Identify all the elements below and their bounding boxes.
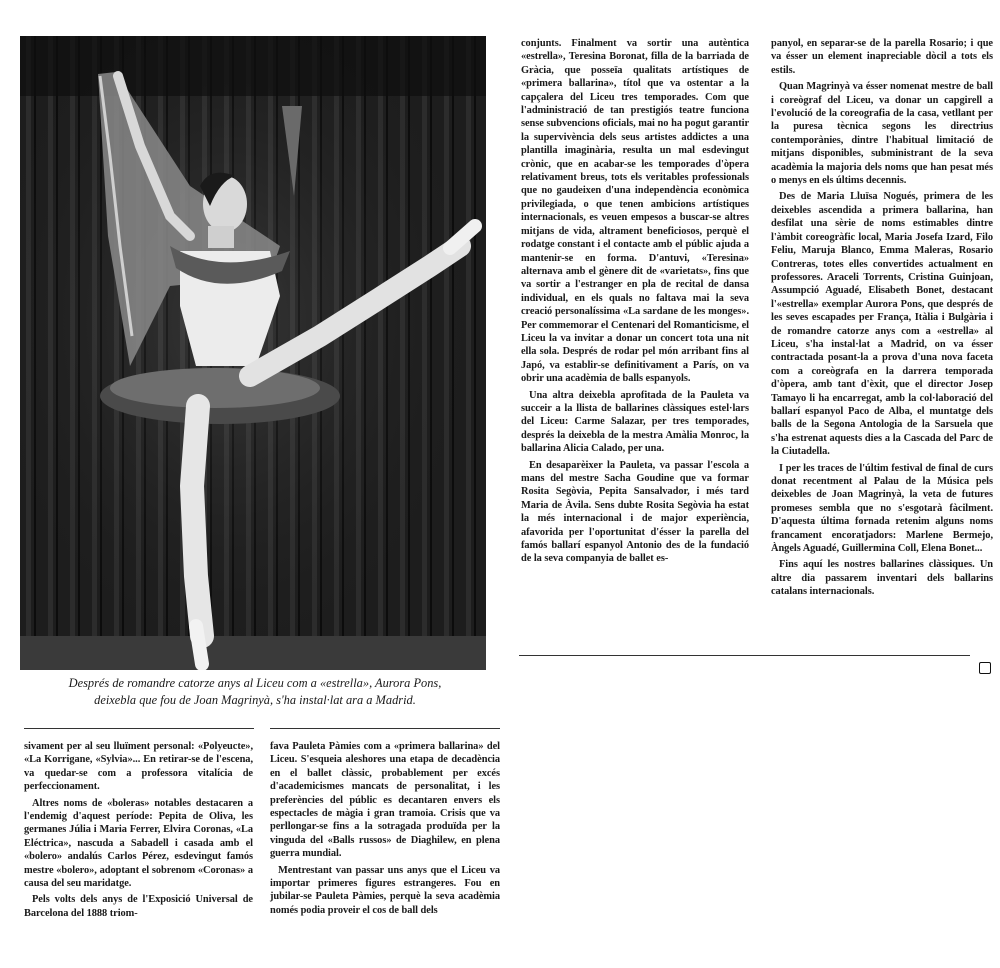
paragraph: Pels volts dels anys de l'Exposició Universal de Barcelona del 1888 triom- xyxy=(24,894,253,919)
paragraph: I per les traces de l'últim festival de final de curs donat recentment al Palau de la Música pels deixebles de Joan Magrinyà, la veta de futures promeses sembla que no s'esgotarà fàcilment. D'aquesta última fornada retenim alguns noms francament encoratjadors: Marlene Bermejo, Àngels Aguadé, Guillermina Coll, Elena Bonet... xyxy=(771,462,993,555)
caption-line-1: Després de romandre catorze anys al Liceu com a «estrella», Aurora Pons, xyxy=(68,676,442,690)
paragraph: En desaparèixer la Pauleta, va passar l'escola a mans del mestre Sacha Goudine que va formar Rosita Segòvia, Pepita Sansalvador, i més tard Maria de Àvila. Sens dubte Rosita Segòvia ha estat la més internacional i de major experiència, afavorida per l'oportunitat d'ésser la parella del famós ballarí espanyol Antonio des de la fundació de la seva companyia de ballet es- xyxy=(521,459,749,565)
divider-rule xyxy=(519,655,789,656)
paragraph: Quan Magrinyà va ésser nomenat mestre de ball i coreògraf del Liceu, va donar un capgirell a l'evolució de la coreografia de la casa, vetllant per la puresa tècnica segons les directrius contemporànies, dintre l'habitual limitació de mitjans disponibles, subministrant de la seva acadèmia la majoria dels noms que han pesat més o menys en els últims decennis. xyxy=(771,81,993,187)
photo-caption xyxy=(20,675,490,709)
paragraph: Altres noms de «boleras» notables destacaren a l'endemig d'aquest període: Pepita de Oliva, les germanes Júlia i Maria Ferrer, Elvira Coronas, «La Eléctrica», nascuda a Sabadell i casada amb el «bolero» andalús Carlos Pérez, esdevingut famós mestre «bolero», adoptant el sobrenom «Coronas» a causa del seu maridatge. xyxy=(24,797,253,890)
paragraph: Des de Maria Lluïsa Nogués, primera de les deixebles ascendida a primera ballarina, han desfilat una sèrie de noms estimables dintre l'àmbit coreogràfic local, Maria Josefa Izard, Filo Feliu, Maruja Blanco, Emma Maleras, Rosario Contreras, totes elles convertides actualment en professores. Araceli Torrents, Cristina Guinjoan, Assumpció Aguadé, Elisabeth Bonet, destacant l'«estrella» exemplar Aurora Pons, que després de les seves escapades per França, Itàlia i Bulgària i de romandre catorze anys com a «estrella» al Liceu, s'ha instal·lat a Madrid, on va ésser contractada posant-la a prova d'una nova faceta com a coreògrafa en la darrera temporada d'òpera, amb tant d'èxit, que el director Josep Tamayo li ha encarregat, amb la col·laboració del ballarí espanyol Paco de Alba, el muntatge dels balls de la Segona Antologia de la Sarsuela que s'ha estrenat aquests dies a la Cascada del Parc de la Ciutadella. xyxy=(771,191,993,458)
ballerina-illustration xyxy=(20,36,486,670)
article-column-2 xyxy=(771,37,993,599)
caption-line-2: deixebla que fou de Joan Magrinyà, s'ha instal·lat ara a Madrid. xyxy=(94,693,416,707)
paragraph: Mentrestant van passar uns anys que el Liceu va importar primeres figures estrangeres. Fou en jubilar-se Pauleta Pàmies, perquè la seva acadèmia només podia proveir el cos de ball dels xyxy=(270,864,500,916)
article-column-1 xyxy=(521,37,749,566)
article-column-3 xyxy=(24,740,253,920)
article-column-4 xyxy=(270,740,500,917)
end-of-article-icon xyxy=(979,662,991,674)
paragraph: conjunts. Finalment va sortir una autèntica «estrella», Teresina Boronat, filla de la barriada de Gràcia, que posseïa qualitats artístiques de «primera ballarina», títol que va ostentar a la capçalera del Liceu tres temporades. Com que l'administració de tan prestigiós teatre funciona sense subvencions oficials, mai no ha pogut garantir la supervivència dels seus artistes addictes a una plantilla imaginària, resulta un mal esdevingut crònic, que en acabar-se les temporades d'òpera relativament breus, tots els veritables professionals que no gaudeixen d'una independència econòmica privilegiada, o que tenen ambicions artístiques internacionals, es veuen empesos a buscar-se altres mitjans de vida, altrament beneficiosos, perquè el rodatge constant i el contacte amb el públic ajuda a mantenir-se en forma. D'antuvi, «Teresina» alternava amb el gènere dit de «varietats», fins que va sortir a l'estranger en pla de recital de dansa individual, en els quals no faltava mai la seva creació personalíssima «La sardane de les monges». Per commemorar el Centenari del Romanticisme, el Liceu la va invitar a donar un concert tota una nit ella sola. Després de rodar pel món arribant fins al Japó, va establir-se definitivament a París, on va obrir una acadèmia de balls espanyols. xyxy=(521,38,749,385)
paragraph: panyol, en separar-se de la parella Rosario; i que va ésser un element inapreciable dòcil a tots els estils. xyxy=(771,38,993,76)
ballerina-photo xyxy=(20,36,486,670)
paragraph: sivament per al seu lluïment personal: «Polyeucte», «La Korrigane, «Sylvia»... En retirar-se de l'escena, va quedar-se com a professora vitalícia de perfeccionament. xyxy=(24,741,253,793)
paragraph: Fins aquí les nostres ballarines clàssiques. Un altre dia passarem inventari dels ballarins catalans internacionals. xyxy=(771,559,993,598)
paragraph: fava Pauleta Pàmies com a «primera ballarina» del Liceu. S'esqueia aleshores una etapa de decadència en el ballet clàssic, probablement per excés d'academicismes mancats de personalitat, i les preferències del públic es decantaren envers els espectacles de màgia i gran tramoia. Crisis que va perllongar-se fins a la sotragada produïda per la vinguda del «Balls russos» de Diaghilew, en plena guerra mundial. xyxy=(270,741,500,860)
paragraph: Una altra deixebla aprofitada de la Pauleta va succeir a la llista de ballarines clàssiques estel·lars del Liceu: Carme Salazar, per tres temporades, després la deixebla de la mestra Amàlia Monroc, la ballarina Alicia Calado, per una. xyxy=(521,389,749,455)
divider-rule xyxy=(270,728,500,729)
divider-rule xyxy=(770,655,970,656)
divider-rule xyxy=(24,728,254,729)
